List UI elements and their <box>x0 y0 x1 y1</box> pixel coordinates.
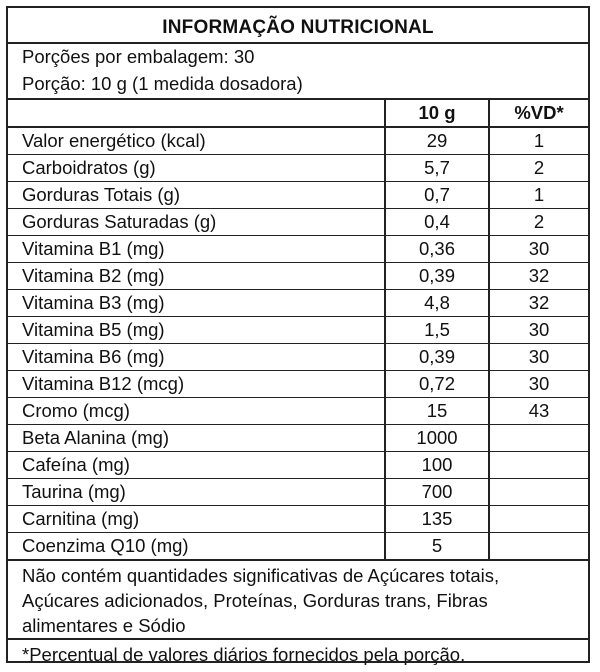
nutrient-name: Vitamina B3 (mg) <box>8 290 385 317</box>
nutrient-dv: 2 <box>489 209 588 236</box>
nutrient-name: Beta Alanina (mg) <box>8 425 385 452</box>
table-row <box>8 479 588 506</box>
nutrient-dv: 30 <box>489 371 588 398</box>
nutrient-amount: 5 <box>385 533 489 561</box>
table-row <box>8 155 588 182</box>
nutrient-dv <box>489 452 588 479</box>
nutrient-amount: 0,7 <box>385 182 489 209</box>
nutrient-amount: 1,5 <box>385 317 489 344</box>
footnote-text: *Percentual de valores diários fornecidos pela porção. <box>22 644 466 665</box>
nutrient-name: Cafeína (mg) <box>8 452 385 479</box>
panel-title: INFORMAÇÃO NUTRICIONAL <box>8 8 588 44</box>
nutrient-name: Gorduras Totais (g) <box>8 182 385 209</box>
nutrient-amount: 0,39 <box>385 263 489 290</box>
nutrition-rows <box>8 127 588 560</box>
serving-size: Porção: 10 g (1 medida dosadora) <box>8 71 588 100</box>
header-amount: 10 g <box>385 100 489 127</box>
table-row <box>8 371 588 398</box>
nutrient-name: Vitamina B12 (mcg) <box>8 371 385 398</box>
nutrient-amount: 0,39 <box>385 344 489 371</box>
nutrient-dv: 32 <box>489 290 588 317</box>
table-row <box>8 290 588 317</box>
nutrient-amount: 700 <box>385 479 489 506</box>
nutrient-dv <box>489 479 588 506</box>
table-row <box>8 452 588 479</box>
nutrient-dv <box>489 506 588 533</box>
nutrient-dv <box>489 533 588 561</box>
nutrient-name: Carboidratos (g) <box>8 155 385 182</box>
nutrient-name: Gorduras Saturadas (g) <box>8 209 385 236</box>
nutrition-facts-panel <box>6 6 590 663</box>
nutrient-name: Vitamina B6 (mg) <box>8 344 385 371</box>
table-row <box>8 209 588 236</box>
nutrient-amount: 135 <box>385 506 489 533</box>
nutrient-name: Vitamina B1 (mg) <box>8 236 385 263</box>
nutrient-dv: 30 <box>489 344 588 371</box>
nutrient-dv: 32 <box>489 263 588 290</box>
nutrient-amount: 29 <box>385 127 489 155</box>
nutrient-dv: 2 <box>489 155 588 182</box>
table-row <box>8 344 588 371</box>
nutrient-amount: 0,72 <box>385 371 489 398</box>
nutrient-name: Cromo (mcg) <box>8 398 385 425</box>
nutrient-dv: 30 <box>489 236 588 263</box>
servings-per-package: Porções por embalagem: 30 <box>22 46 255 67</box>
note-text: Não contém quantidades significativas de Açúcares totais, Açúcares adicionados, Proteínas, Gorduras trans, Fibras alimentares e Sódio <box>8 561 588 640</box>
table-row <box>8 425 588 452</box>
table-row <box>8 182 588 209</box>
header-name <box>8 100 385 127</box>
nutrient-amount: 5,7 <box>385 155 489 182</box>
nutrient-name: Vitamina B5 (mg) <box>8 317 385 344</box>
table-row <box>8 236 588 263</box>
nutrient-name: Taurina (mg) <box>8 479 385 506</box>
table-row <box>8 533 588 561</box>
table-header-row <box>8 100 588 127</box>
nutrient-amount: 1000 <box>385 425 489 452</box>
nutrition-table <box>8 100 588 561</box>
nutrient-amount: 100 <box>385 452 489 479</box>
nutrient-dv: 43 <box>489 398 588 425</box>
nutrient-amount: 0,36 <box>385 236 489 263</box>
table-row <box>8 506 588 533</box>
nutrient-name: Valor energético (kcal) <box>8 127 385 155</box>
nutrient-amount: 4,8 <box>385 290 489 317</box>
nutrient-dv: 1 <box>489 127 588 155</box>
table-row <box>8 127 588 155</box>
table-row <box>8 398 588 425</box>
nutrient-dv <box>489 425 588 452</box>
nutrient-amount: 15 <box>385 398 489 425</box>
nutrient-name: Coenzima Q10 (mg) <box>8 533 385 561</box>
nutrient-amount: 0,4 <box>385 209 489 236</box>
table-row <box>8 317 588 344</box>
nutrient-dv: 30 <box>489 317 588 344</box>
header-dv: %VD* <box>489 100 588 127</box>
nutrient-dv: 1 <box>489 182 588 209</box>
nutrient-name: Carnitina (mg) <box>8 506 385 533</box>
nutrient-name: Vitamina B2 (mg) <box>8 263 385 290</box>
table-row <box>8 263 588 290</box>
